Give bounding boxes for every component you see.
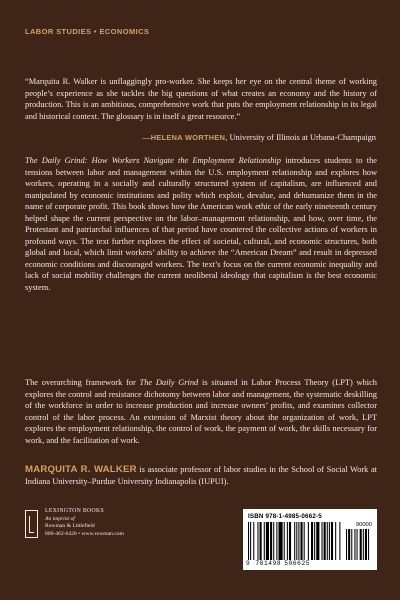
- framework-paragraph: [25, 377, 377, 446]
- publisher-logo-icon: [25, 510, 38, 538]
- publisher-imprint-line: An imprint of: [45, 515, 75, 522]
- framework-text: is situated in Labor Process Theory (LPT) which explores the control and resistance dichotomy between labor and management, the systematic deskilling of the workforce in order to increase production and increase owners’ profits, and examines collector control of the labor process. An extension of Marxist theory about the organization of work, LPT explores the employment relationship, the control of work, the payment of work, the skills necessary for work, and the facilitation of work.: [25, 378, 377, 445]
- endorsement-quote: “Marquita R. Walker is unflaggingly pro-worker. She keeps her eye on the central theme of working people’s experience as she tackles the big questions of what creates an economy and the history of production. This is an ambitious, comprehensive work that puts the employment relationship in its legal and historical context. The glossary is in itself a great resource.”: [25, 77, 377, 121]
- publisher-block: [25, 508, 225, 568]
- category-label: LABOR STUDIES • ECONOMICS: [25, 27, 150, 36]
- barcode-digits: [246, 560, 318, 567]
- isbn-text: ISBN 978-1-4985-0662-5: [248, 513, 322, 520]
- author-bio-text: is associate professor of labor studies in the School of Social Work at Indiana University–Purdue University Indianapolis (IUPUI).: [25, 465, 378, 486]
- book-title: The Daily Grind: How Workers Navigate the Employment Relationship: [25, 156, 281, 165]
- author-name: MARQUITA R. WALKER: [25, 464, 137, 475]
- endorser-name: HELENA WORTHEN: [150, 133, 226, 142]
- endorser-affiliation: , University of Illinois at Urbana-Champaign: [225, 133, 376, 142]
- description-text: introduces students to the tensions between labor and management within the U.S. employment relationship and explores how workers, operating in a socially and culturally structured system of capitalism, are influenced and manipulated by economic institutions and polity which exploit, devalue, and dehumanize them in the name of corporate profit. This book shows how the American work ethic of the early nineteenth century helped shape the current perspective on the labor–management relationship, and how, over time, the Protestant and patriarchal influences of that period have countered the collective actions of workers in profound ways. The text further explores the effect of societal, cultural, and economic structures, both global and local, which limit workers’ ability to achieve the “American Dream” and result in depressed economic conditions and discouraged workers. The text’s focus on the current economic inequality and lack of social mobility challenges the current neoliberal ideology that capitalism is the best economic system.: [25, 156, 377, 292]
- publisher-contact: 800-462-6420 • www.rowman.com: [45, 530, 124, 537]
- barcode-digit-first: 9: [246, 560, 251, 567]
- framework-prefix: The overarching framework for: [25, 378, 140, 387]
- publisher-name: LEXINGTON BOOKS: [45, 508, 104, 514]
- barcode-digits-right: 506625: [284, 560, 311, 567]
- book-description: [25, 155, 377, 293]
- attribution-dash: —: [142, 133, 151, 142]
- publisher-parent: Rowman & Littlefield: [45, 523, 95, 530]
- quote-attribution: [142, 132, 376, 144]
- barcode-icon: [248, 522, 372, 560]
- barcode-digits-left: 781498: [255, 560, 282, 567]
- framework-book-title: The Daily Grind: [139, 378, 199, 387]
- price-code: 90000: [355, 522, 372, 528]
- barcode-box: [243, 509, 377, 570]
- author-bio: [25, 464, 377, 487]
